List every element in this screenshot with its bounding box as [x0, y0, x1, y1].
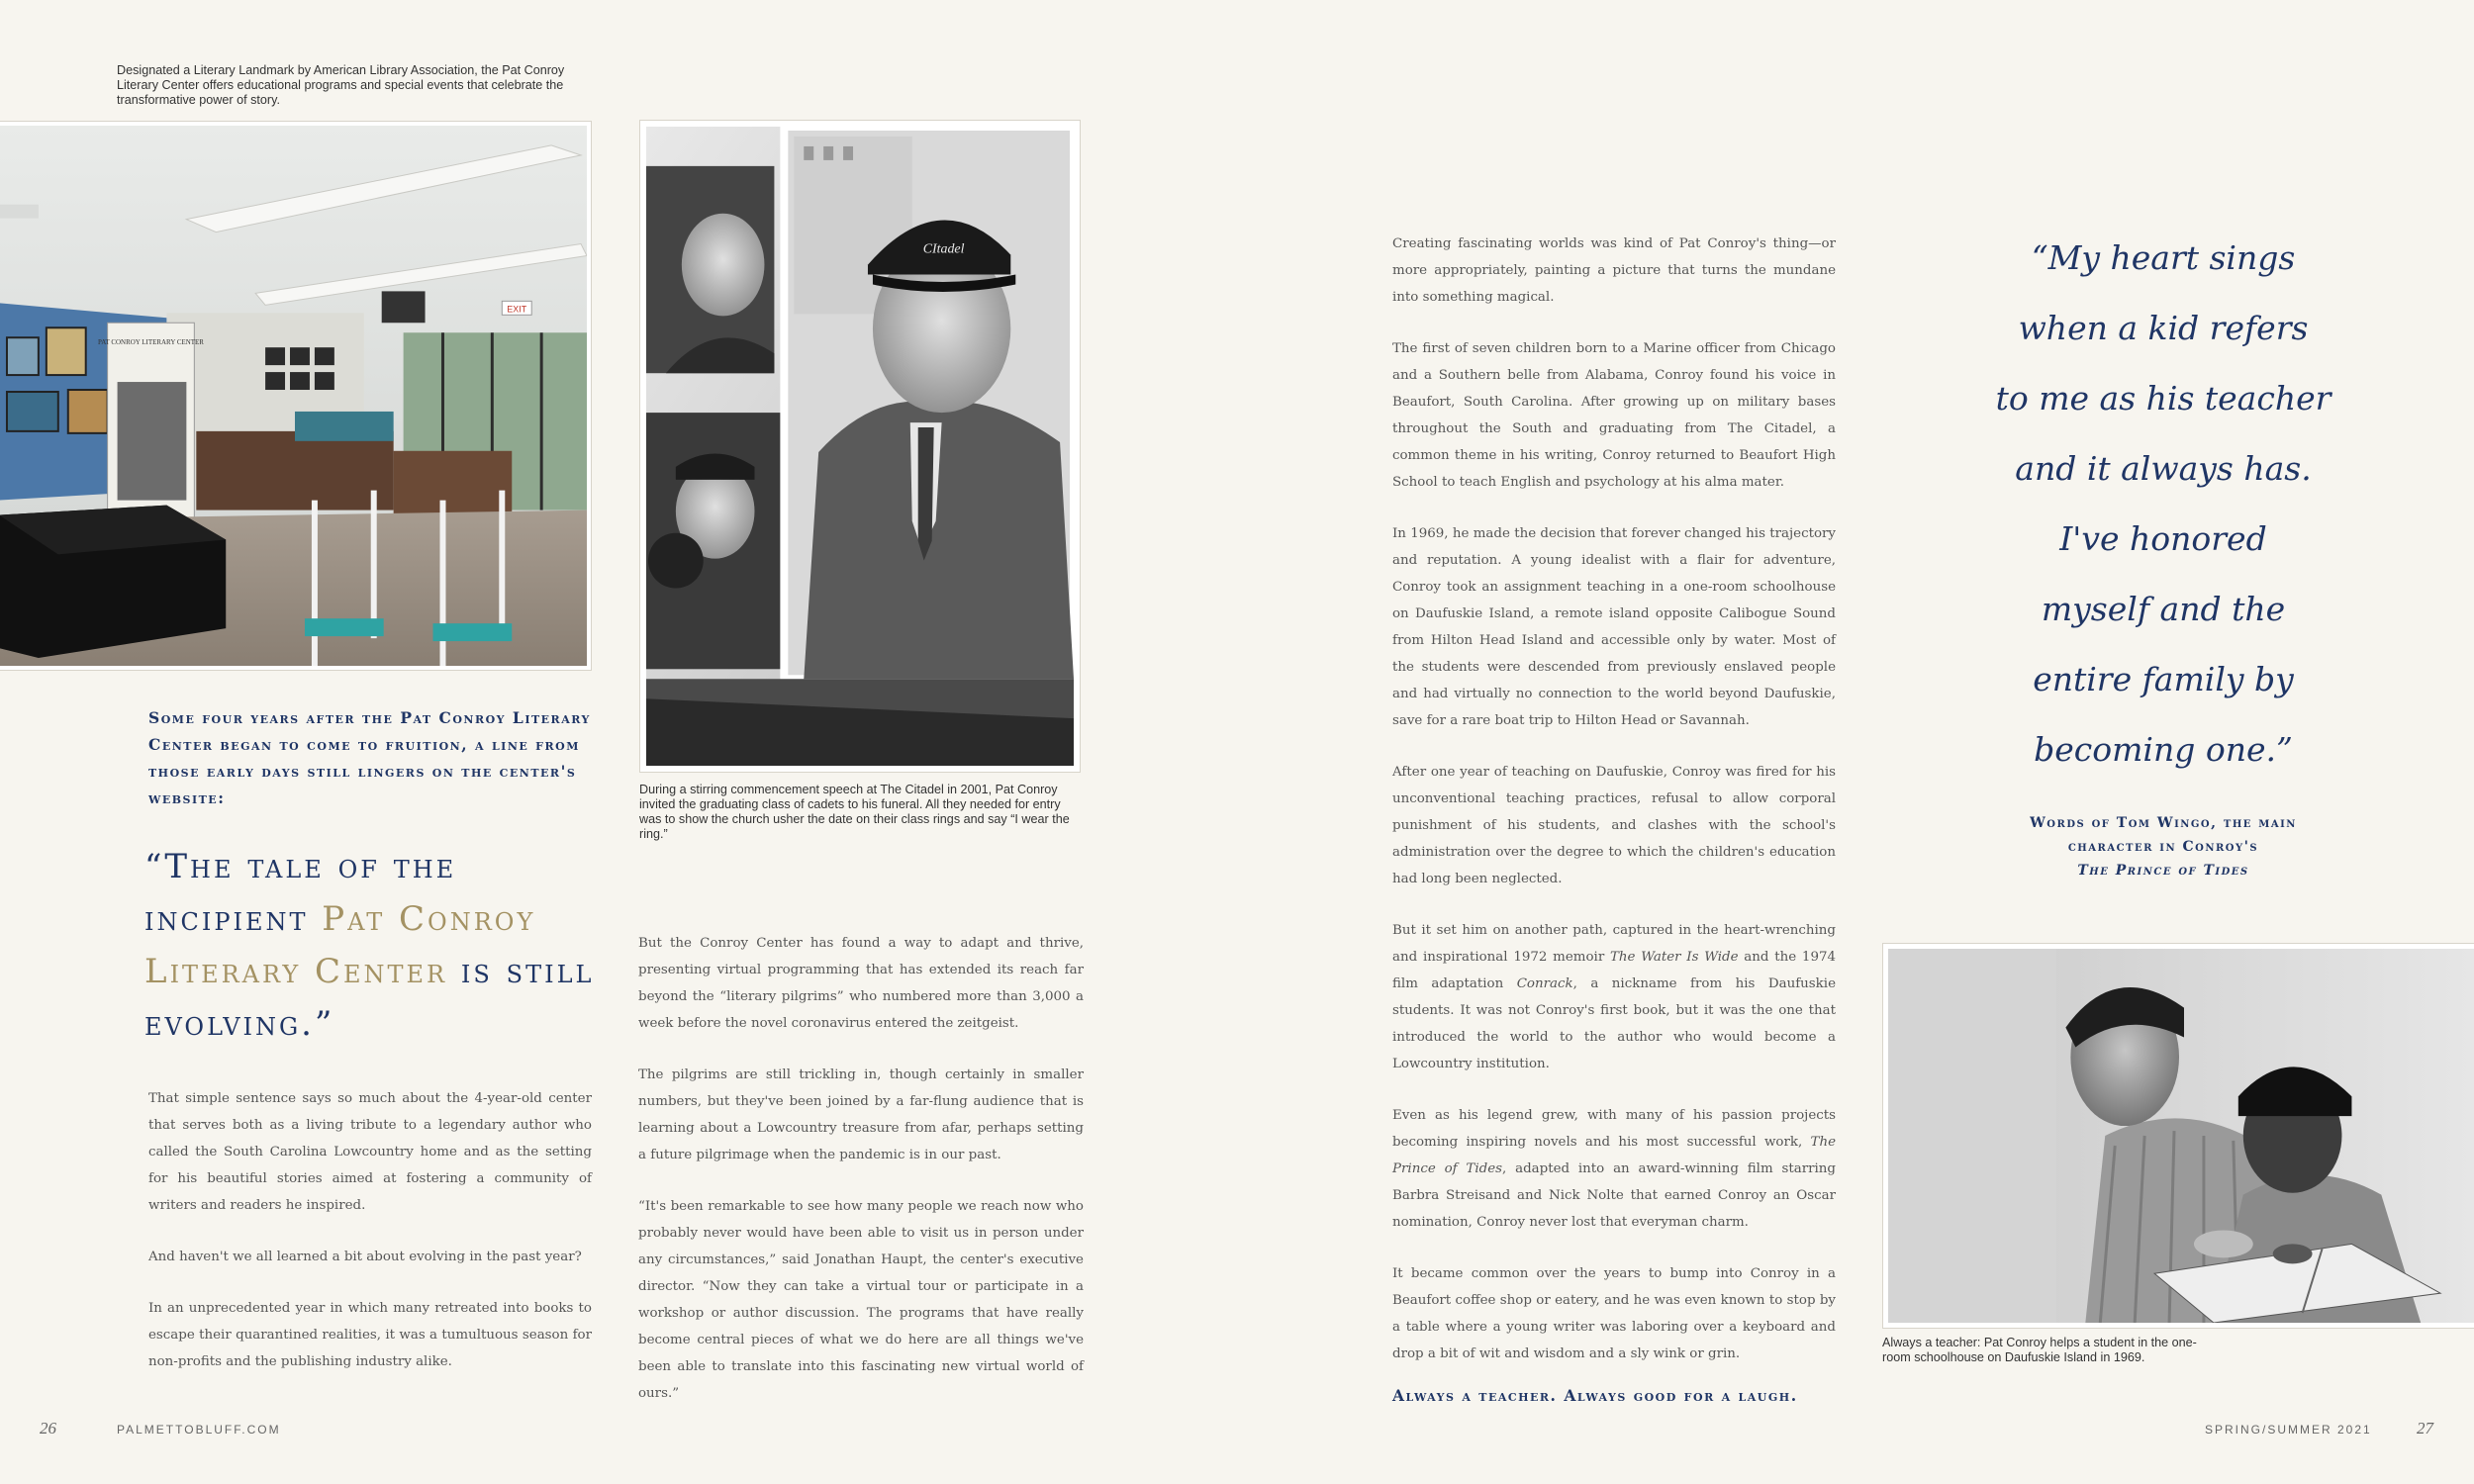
- closing-line: Always a teacher. Always good for a laugh.: [1392, 1386, 1798, 1405]
- paragraph: After one year of teaching on Daufuskie, Conroy was fired for his unconventional teaching practices, refusal to allow corporal punishment of his students, and clashes with the school's administration over the degree to which the children's education had long been neglected.: [1392, 765, 1836, 886]
- right-column: [1392, 231, 1836, 1405]
- attribution-book: The Prince of Tides: [2077, 863, 2249, 879]
- citadel-illustration: [646, 127, 1074, 766]
- left-page-number: 26: [40, 1419, 56, 1438]
- pull-quote: [144, 841, 610, 1051]
- teacher-illustration: [1888, 949, 2474, 1323]
- teacher-student-photo: [1882, 943, 2474, 1329]
- quote-line: becoming one.”: [2034, 730, 2293, 769]
- left-footer-site: PALMETTOBLUFF.COM: [117, 1423, 281, 1437]
- library-illustration: [0, 126, 587, 666]
- intro-lead: Some four years after the Pat Conroy Literary Center began to come to fruition, a line from those early days still lingers on the center's website:: [148, 708, 591, 807]
- quote-line: when a kid refers: [2018, 309, 2309, 347]
- script-quote: [1938, 223, 2389, 785]
- film-title-conrack: Conrack: [1516, 976, 1573, 991]
- quote-attribution: [1938, 811, 2389, 882]
- left-column-1: [148, 1085, 592, 1400]
- quote-line: and it always has.: [2015, 449, 2312, 488]
- library-interior-photo: [0, 121, 592, 671]
- paragraph: That simple sentence says so much about the 4-year-old center that serves both as a living tribute to a legendary author who called the South Carolina Lowcountry home and as the setting for his beautiful stories aimed at fostering a community of writers and readers he inspired.: [148, 1091, 592, 1213]
- p5-e: , a nickname from his Daufuskie students. It was not Conroy's first book, but it was the one that introduced the world to the author who would become a Lowcountry institution.: [1392, 976, 1836, 1071]
- p5-a: But it set him on another path, captured in the heart-wrenching and inspirational 1972 memoir: [1392, 923, 1836, 965]
- p6-c: , adapted into an award-winning film starring Barbra Streisand and Nick Nolte that earned Conroy an Oscar nomination, Conroy never lost that everyman charm.: [1392, 1161, 1836, 1230]
- quote-line: entire family by: [2033, 660, 2294, 698]
- paragraph: The first of seven children born to a Marine officer from Chicago and a Southern belle from Alabama, Conroy found his voice in Beaufort, South Carolina. After growing up on military bases throughout the South and graduating from The Citadel, a common theme in his writing, Conroy returned to Beaufort High School to teach English and psychology at his alma mater.: [1392, 341, 1836, 490]
- top-photo-caption: Designated a Literary Landmark by American Library Association, the Pat Conroy Literary Center offers educational programs and special events that celebrate the transformative power of story.: [117, 63, 565, 107]
- paragraph: Creating fascinating worlds was kind of Pat Conroy's thing—or more appropriately, painting a picture that turns the mundane into something magical.: [1392, 236, 1836, 305]
- paragraph: It became common over the years to bump into Conroy in a Beaufort coffee shop or eatery, and he was even known to stop by a table where a young writer was laboring over a keyboard and drop a bit of wit and wisdom and a sly wink or grin.: [1392, 1266, 1836, 1361]
- paragraph: [1392, 1102, 1836, 1236]
- pull-quote-open: “The tale of the incipient: [144, 847, 457, 939]
- pull-quote-close: is still evolving.”: [144, 952, 595, 1044]
- paragraph: In 1969, he made the decision that forever changed his trajectory and reputation. A young idealist with a flair for adventure, Conroy took an assignment teaching in a one-room schoolhouse on Daufuskie Island, a remote island opposite Calibogue Sound from Hilton Head Island and accessible only by water. Most of the students were descended from previously enslaved people and had virtually no connection to the world beyond Daufuskie, save for a rare boat trip to Hilton Head or Savannah.: [1392, 526, 1836, 728]
- left-column-2: [638, 930, 1084, 1432]
- quote-line: I've honored: [2059, 519, 2267, 558]
- paragraph: The pilgrims are still trickling in, though certainly in smaller numbers, but they've been joined by a far-flung audience that is learning about a Lowcountry treasure from afar, perhaps setting a future pilgrimage when the pandemic is in our past.: [638, 1067, 1084, 1162]
- right-page-number: 27: [2417, 1419, 2433, 1438]
- paragraph: But the Conroy Center has found a way to adapt and thrive, presenting virtual programming that has extended its reach far beyond the “literary pilgrims” who numbered more than 3,000 a week before the novel coronavirus entered the zeitgeist.: [638, 936, 1084, 1031]
- quote-line: myself and the: [2041, 590, 2286, 628]
- paragraph: “It's been remarkable to see how many people we reach now who probably never would have been able to visit us in person under any circumstances,” said Jonathan Haupt, the center's executive director. “Now they can take a virtual tour or participate in a workshop or author discussion. The programs that have really become central pieces of what we do here are all things we've been able to translate into this fascinating new virtual world of ours.”: [638, 1199, 1084, 1401]
- citadel-photo: [639, 120, 1081, 773]
- paragraph: [1392, 917, 1836, 1077]
- book-title-water-is-wide: The Water Is Wide: [1610, 950, 1739, 965]
- exit-sign: EXIT: [507, 304, 527, 315]
- quote-line: “My heart sings: [2031, 238, 2296, 277]
- paragraph: And haven't we all learned a bit about evolving in the past year?: [148, 1250, 582, 1264]
- attribution-line: character in Conroy's: [2067, 839, 2259, 855]
- citadel-photo-caption: During a stirring commencement speech at The Citadel in 2001, Pat Conroy invited the graduating class of cadets to his funeral. All they needed for entry was to show the church usher the date on their class rings and say “I wear the ring.”: [639, 783, 1070, 841]
- p6-a: Even as his legend grew, with many of his passion projects becoming inspiring novels and his most successful work,: [1392, 1108, 1836, 1150]
- cap-text: CItadel: [922, 241, 965, 257]
- attribution-line: Words of Tom Wingo, the main: [2030, 815, 2297, 831]
- poster-title: PAT CONROY LITERARY CENTER: [98, 338, 204, 347]
- teacher-photo-caption: Always a teacher: Pat Conroy helps a student in the one-room schoolhouse on Daufuskie Island in 1969.: [1882, 1336, 2197, 1364]
- right-footer-issue: SPRING/SUMMER 2021: [2205, 1423, 2372, 1437]
- pull-quote-highlight: Pat Conroy Literary Center: [144, 899, 536, 991]
- p5-c: and the 1974 film adaptation: [1392, 950, 1836, 991]
- paragraph: In an unprecedented year in which many retreated into books to escape their quarantined realities, it was a tumultuous season for non-profits and the publishing industry alike.: [148, 1301, 592, 1369]
- book-title-prince-of-tides: The Prince of Tides: [1392, 1135, 1836, 1176]
- quote-line: to me as his teacher: [1995, 379, 2331, 417]
